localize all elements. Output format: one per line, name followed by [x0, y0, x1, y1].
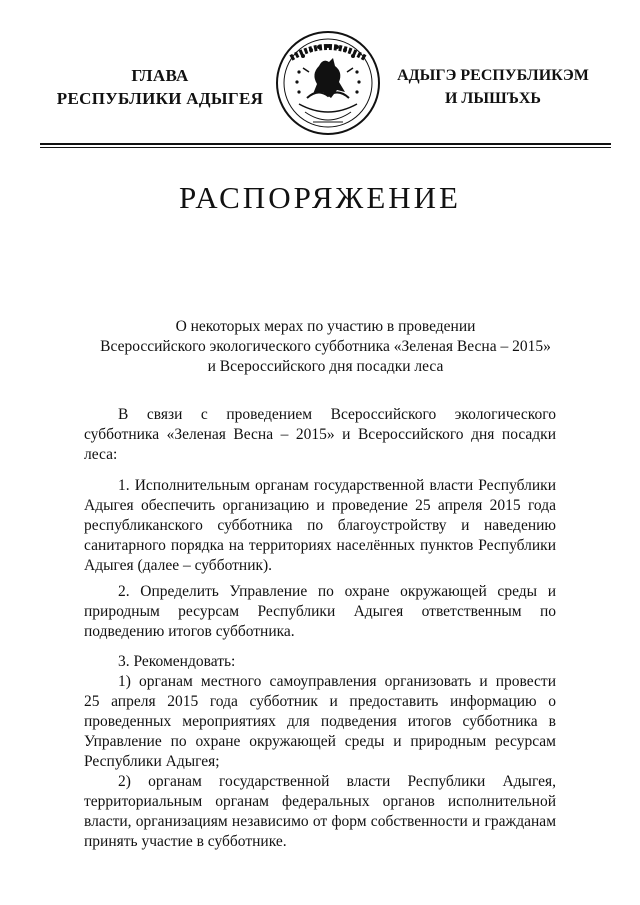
- issuer-line-2: РЕСПУБЛИКИ АДЫГЕЯ: [56, 89, 264, 108]
- issuer-line-1: ГЛАВА: [131, 66, 189, 85]
- paragraph-line: 25 апреля 2015 года субботник и предоставить информацию о: [84, 693, 556, 710]
- item-1-paragraph: [84, 476, 556, 576]
- document-title: РАСПОРЯЖЕНИЕ: [179, 180, 461, 215]
- coat-of-arms-icon: [273, 28, 383, 146]
- paragraph-line: проведенных мероприятиях для подведения итогов субботника в: [84, 713, 556, 730]
- paragraph-line: Адыгея обеспечить организацию и проведение 25 апреля 2015 года: [84, 497, 556, 514]
- document-subject: [40, 317, 611, 377]
- paragraph-line: субботника «Зеленая Весна – 2015» и Всероссийского дня посадки: [84, 426, 556, 443]
- paragraph-line: природным ресурсам Республики Адыгея ответственным по: [84, 603, 556, 620]
- paragraph-line: 2) органам государственной власти Республики Адыгея,: [118, 773, 556, 790]
- issuer-line-1-adyghe: АДЫГЭ РЕСПУБЛИКЭМ: [397, 67, 589, 84]
- paragraph-line: санитарного порядка на территориях населённых пунктов Республики: [84, 537, 556, 554]
- paragraph-line: Управление по охране окружающей среды и природным ресурсам: [84, 733, 556, 750]
- intro-paragraph: [84, 405, 556, 465]
- paragraph-line: Адыгея (далее – субботник).: [84, 557, 273, 574]
- paragraph-line: 1) органам местного самоуправления организовать и провести: [118, 673, 556, 690]
- issuer-title-russian: [40, 64, 280, 110]
- paragraph-line: 2. Определить Управление по охране окружающей среды и: [118, 583, 556, 600]
- paragraph-line: республиканского субботника по благоустройству и наведению: [84, 517, 556, 534]
- header-rule-thin: [40, 147, 611, 148]
- paragraph-line: принять участие в субботнике.: [84, 833, 287, 850]
- item-3-heading: 3. Рекомендовать:: [118, 653, 236, 670]
- issuer-line-2-adyghe: И ЛЫШЪХЬ: [444, 90, 542, 107]
- paragraph-line: подведению итогов субботника.: [84, 623, 295, 640]
- paragraph-line: леса:: [84, 446, 118, 463]
- subject-line: Всероссийского экологического субботника «Зеленая Весна – 2015»: [100, 338, 551, 355]
- subject-line: О некоторых мерах по участию в проведении: [175, 318, 476, 335]
- paragraph-line: территориальным органам федеральных органов исполнительной: [84, 793, 556, 810]
- paragraph-line: 1. Исполнительным органам государственной власти Республики: [118, 477, 556, 494]
- paragraph-line: Республики Адыгея;: [84, 753, 220, 770]
- item-3-paragraph: [84, 652, 556, 852]
- header-rule-thick: [40, 143, 611, 145]
- subject-line: и Всероссийского дня посадки леса: [207, 358, 444, 375]
- paragraph-line: В связи с проведением Всероссийского экологического: [118, 406, 556, 423]
- item-2-paragraph: [84, 582, 556, 642]
- issuer-title-adyghe: [388, 64, 598, 110]
- paragraph-line: власти, организациям независимо от форм собственности и гражданам: [84, 813, 556, 830]
